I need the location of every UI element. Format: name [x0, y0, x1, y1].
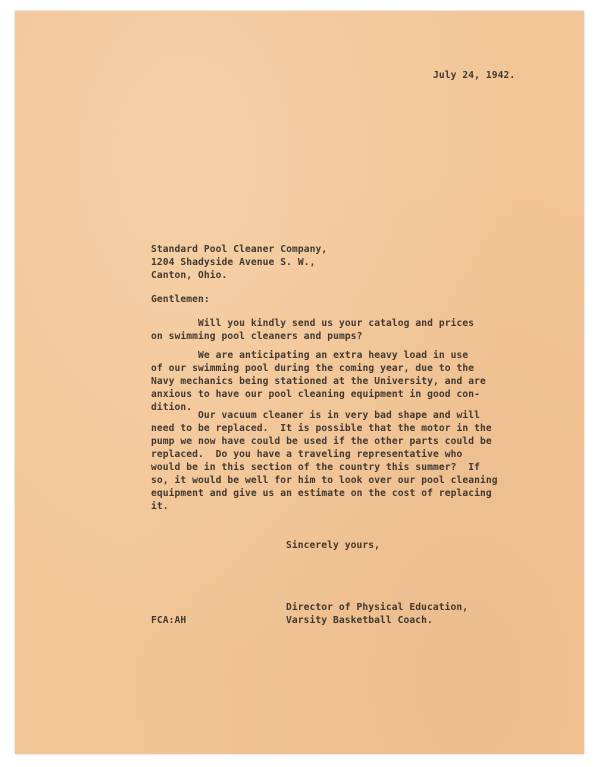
closing: Sincerely yours, [286, 540, 381, 551]
signature-line: Director of Physical Education, [286, 602, 469, 613]
signature-line: Varsity Basketball Coach. [286, 615, 433, 626]
letter-page [15, 11, 584, 754]
paragraph-line: anxious to have our pool cleaning equipment in good con- [151, 389, 481, 400]
paragraph-line: dition. [151, 402, 193, 413]
paragraph-line: Navy mechanics being stationed at the University, and are [151, 376, 486, 387]
paragraph-line: Our vacuum cleaner is in very bad shape and will [151, 410, 481, 421]
paragraph-line: on swimming pool cleaners and pumps? [151, 331, 363, 342]
recipient-line: 1204 Shadyside Avenue S. W., [151, 257, 316, 268]
paragraph-line: of our swimming pool during the coming year, due to the [151, 363, 475, 374]
paragraph-line: We are anticipating an extra heavy load in use [151, 350, 469, 361]
salutation: Gentlemen: [151, 294, 210, 305]
typist-initials: FCA:AH [151, 615, 187, 626]
paragraph-line: pump we now have could be used if the other parts could be [151, 436, 492, 447]
recipient-address [151, 243, 327, 282]
paragraph-line: so, it would be well for him to look over our pool cleaning [151, 475, 498, 486]
paragraph-line: Will you kindly send us your catalog and prices [151, 318, 475, 329]
paragraph-1 [151, 317, 474, 343]
paragraph-line: would be in this section of the country this summer? If [151, 462, 481, 473]
signature-block [286, 601, 468, 627]
paragraph-line: need to be replaced. It is possible that the motor in the [151, 423, 492, 434]
paragraph-line: equipment and give us an estimate on the cost of replacing [151, 488, 492, 499]
paragraph-line: replaced. Do you have a traveling representative who [151, 449, 463, 460]
paragraph-line: it. [151, 501, 169, 512]
paragraph-2 [151, 349, 486, 414]
letter-date: July 24, 1942. [433, 70, 516, 81]
recipient-line: Standard Pool Cleaner Company, [151, 244, 328, 255]
recipient-line: Canton, Ohio. [151, 270, 228, 281]
paragraph-3 [151, 409, 498, 513]
